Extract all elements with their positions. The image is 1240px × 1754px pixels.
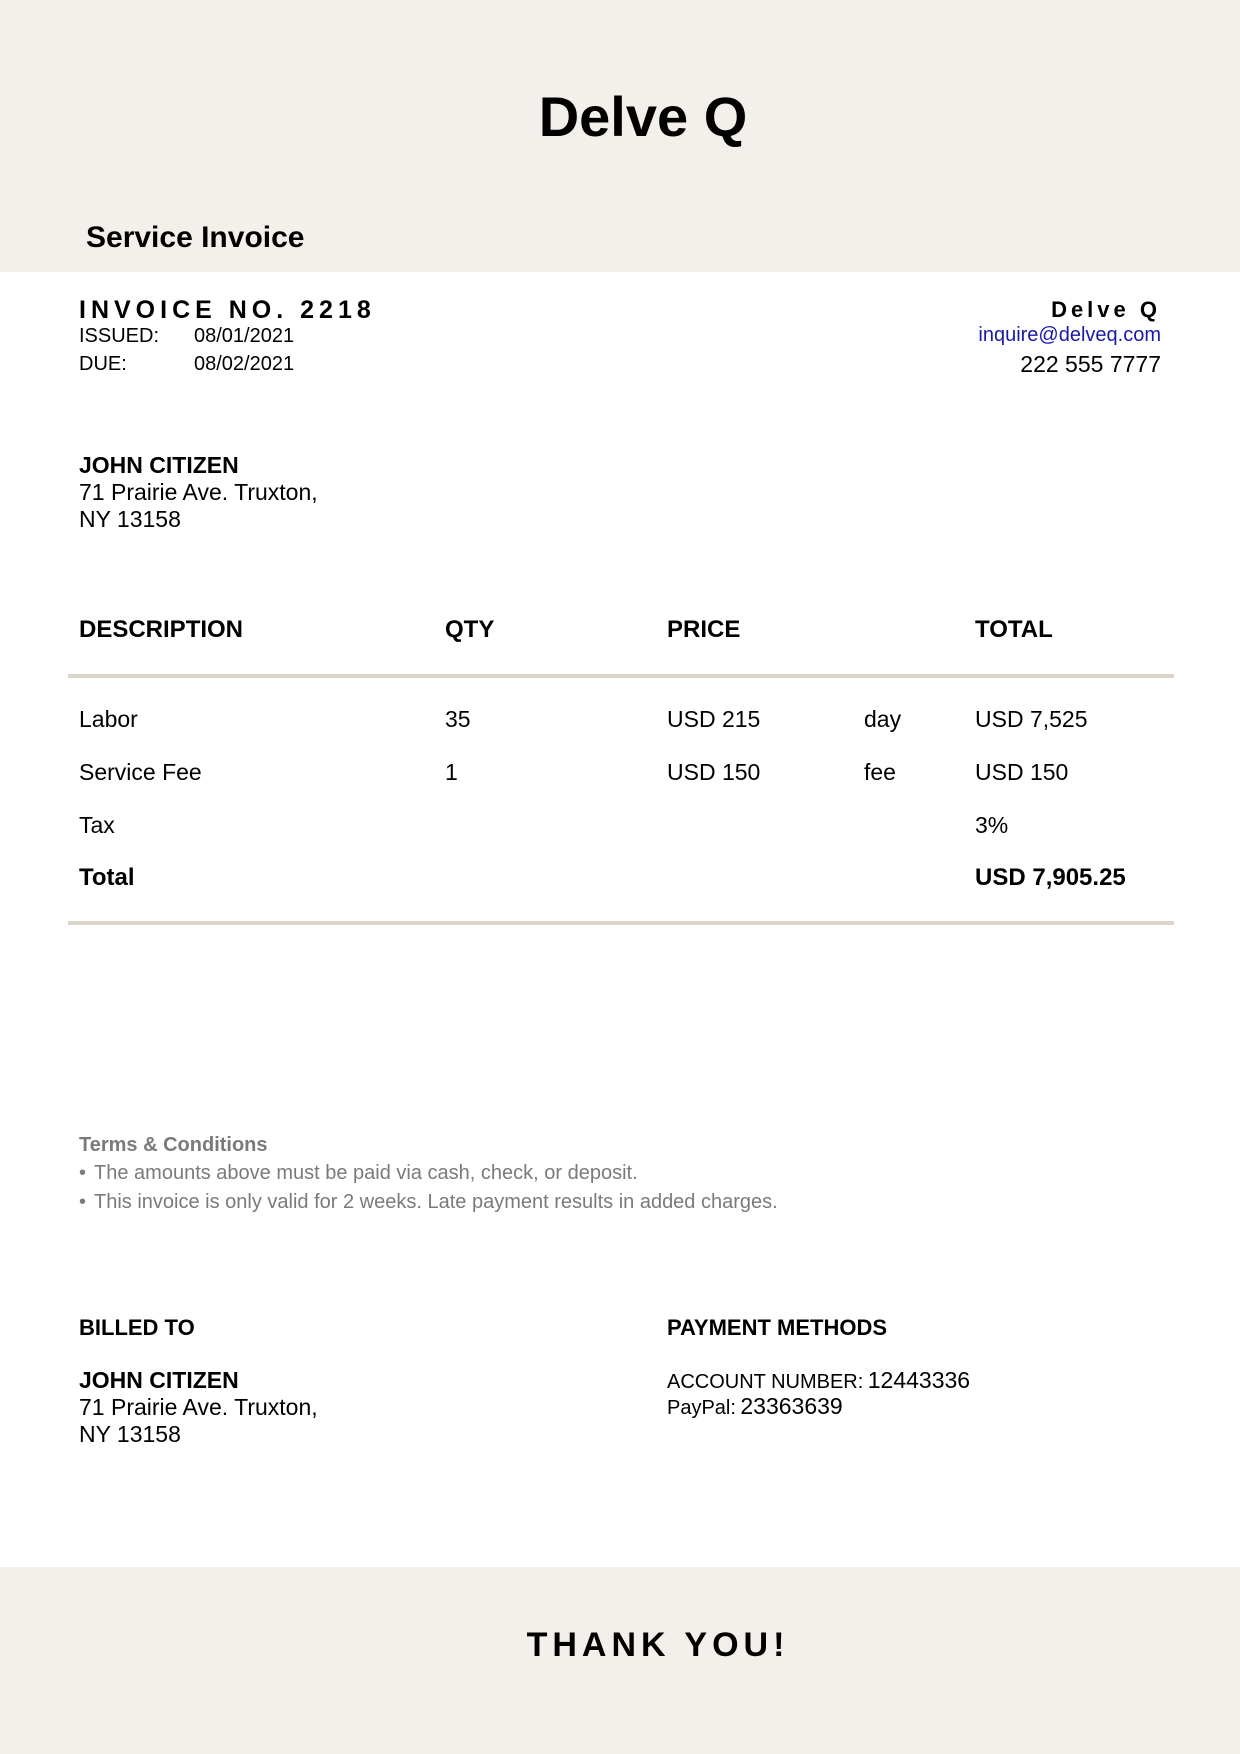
invoice-number: INVOICE NO. 2218 bbox=[79, 296, 376, 324]
row-price: USD 215 bbox=[667, 706, 761, 732]
column-header-price: PRICE bbox=[667, 616, 741, 643]
bullet-icon: • bbox=[79, 1162, 87, 1184]
terms-item bbox=[79, 1162, 638, 1185]
row-total: USD 7,525 bbox=[975, 706, 1088, 732]
vendor-phone: 222 555 7777 bbox=[1020, 351, 1161, 377]
terms-item-text: This invoice is only valid for 2 weeks. Late payment results in added charges. bbox=[94, 1191, 778, 1213]
account-number-value: 12443336 bbox=[867, 1367, 971, 1393]
row-unit: day bbox=[864, 706, 902, 732]
grand-total-label: Total bbox=[79, 864, 135, 891]
terms-item bbox=[79, 1191, 778, 1214]
row-unit: fee bbox=[864, 759, 896, 785]
paypal-account bbox=[667, 1393, 843, 1420]
issued-date: 08/01/2021 bbox=[194, 325, 295, 347]
vendor-name: Delve Q bbox=[1051, 297, 1161, 322]
due-date: 08/02/2021 bbox=[194, 353, 295, 375]
column-header-description: DESCRIPTION bbox=[79, 616, 244, 643]
billed-to-name: JOHN CITIZEN bbox=[79, 1367, 239, 1393]
payment-methods-heading: PAYMENT METHODS bbox=[667, 1315, 888, 1340]
billed-to-address-line1: 71 Prairie Ave. Truxton, bbox=[79, 1394, 318, 1420]
row-price: USD 150 bbox=[667, 759, 761, 785]
client-address-line1: 71 Prairie Ave. Truxton, bbox=[79, 479, 318, 505]
bullet-icon: • bbox=[79, 1191, 87, 1213]
row-description: Tax bbox=[79, 812, 115, 838]
terms-item-text: The amounts above must be paid via cash, check, or deposit. bbox=[94, 1162, 638, 1184]
thank-you-message: THANK YOU! bbox=[526, 1626, 790, 1664]
due-label: DUE: bbox=[79, 353, 127, 375]
paypal-value: 23363639 bbox=[740, 1393, 843, 1419]
table-header-rule bbox=[68, 674, 1174, 678]
row-description: Service Fee bbox=[79, 759, 202, 785]
paypal-label: PayPal: bbox=[667, 1397, 736, 1419]
client-address-line2: NY 13158 bbox=[79, 506, 181, 532]
account-number bbox=[667, 1367, 970, 1394]
document-title: Service Invoice bbox=[86, 221, 305, 254]
row-qty: 35 bbox=[445, 706, 471, 732]
row-qty: 1 bbox=[445, 759, 458, 785]
row-total: 3% bbox=[975, 812, 1009, 838]
issued-label: ISSUED: bbox=[79, 325, 160, 347]
vendor-email-link[interactable]: inquire@delveq.com bbox=[978, 324, 1161, 346]
terms-title: Terms & Conditions bbox=[79, 1134, 268, 1156]
row-total: USD 150 bbox=[975, 759, 1069, 785]
account-number-label: ACCOUNT NUMBER: bbox=[667, 1371, 864, 1393]
column-header-qty: QTY bbox=[445, 616, 495, 643]
grand-total-value: USD 7,905.25 bbox=[975, 864, 1126, 891]
client-name: JOHN CITIZEN bbox=[79, 452, 239, 478]
row-description: Labor bbox=[79, 706, 138, 732]
billed-to-address-line2: NY 13158 bbox=[79, 1421, 181, 1447]
table-footer-rule bbox=[68, 921, 1174, 925]
billed-to-heading: BILLED TO bbox=[79, 1315, 195, 1340]
column-header-total: TOTAL bbox=[975, 616, 1053, 643]
brand-title: Delve Q bbox=[538, 85, 748, 148]
